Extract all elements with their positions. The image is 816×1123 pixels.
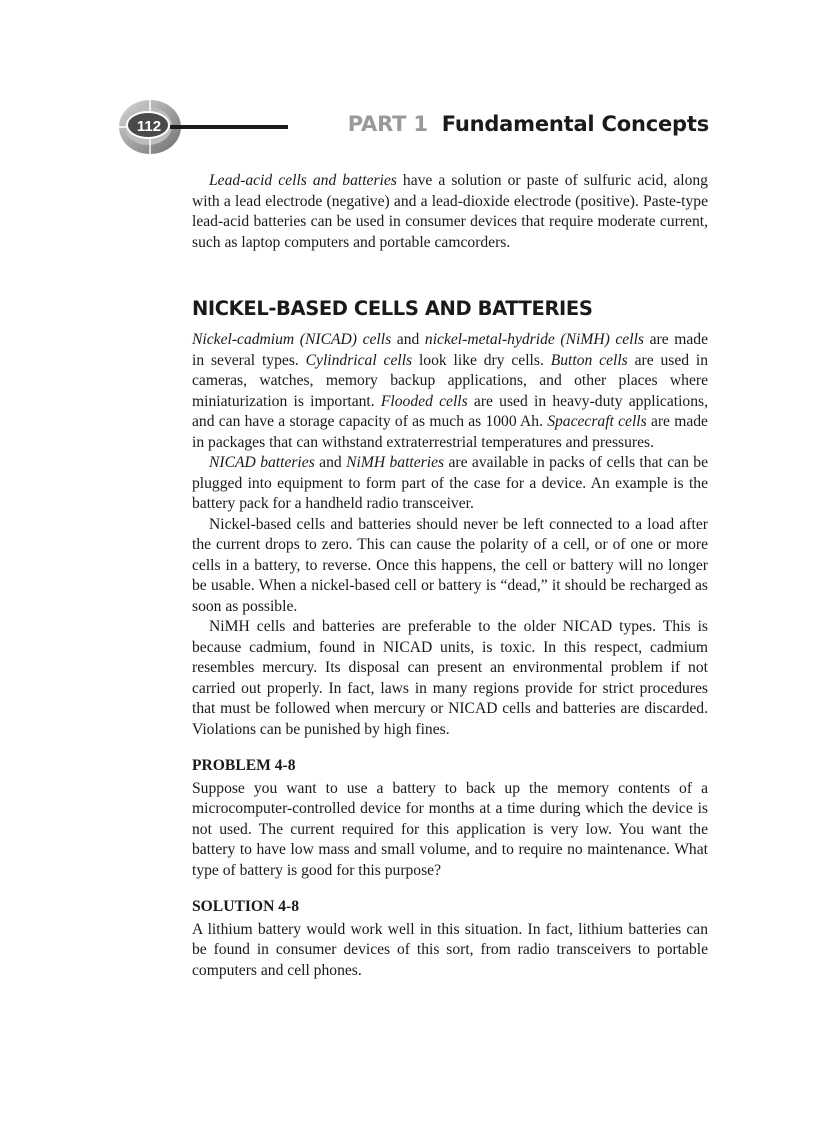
term-cylindrical-cells: Cylindrical cells: [305, 351, 413, 369]
p1-text-1: and: [391, 331, 425, 348]
term-button-cells: Button cells: [550, 351, 628, 369]
p1-text-5: are used in heavy-duty applications, and can have a storage capacity of as much as 1000 Ah.: [192, 392, 708, 430]
body-paragraph-3: Nickel-based cells and batteries should never be left connected to a load after the current drops to zero. This can cause the polarity of a cell, or of one or more cells in a battery, to reverse. Once this happens, the cell or battery will no longer be usable. When a nickel-based cell or battery is “dead,” it should be recharged as soon as possible.: [192, 515, 708, 615]
solution-text: A lithium battery would work well in this situation. In fact, lithium batteries can be found in consumer devices of this sort, from radio transceivers to portable computers and cell phones.: [192, 920, 708, 979]
term-nicad-batteries: NICAD batteries: [209, 454, 315, 471]
term-nimh-cells: nickel-metal-hydride (NiMH) cells: [424, 331, 644, 348]
term-flooded-cells: Flooded cells: [380, 392, 468, 410]
p1-text-2: are made in several types.: [192, 331, 708, 369]
page-content: [192, 171, 708, 981]
part-label: PART 1: [347, 112, 428, 136]
problem-heading: PROBLEM 4-8: [192, 757, 296, 774]
body-paragraph-2: [192, 453, 708, 515]
section-heading: NICKEL-BASED CELLS AND BATTERIES: [192, 297, 593, 320]
p1-text-6: are made in packages that can withstand extraterrestrial temperatures and pressures.: [192, 413, 708, 451]
chapter-title: Fundamental Concepts: [441, 112, 709, 136]
page-header: [0, 0, 816, 170]
intro-paragraph: [192, 171, 708, 253]
intro-lead-term: Lead-acid cells and batteries: [209, 172, 397, 189]
body-paragraph-1: [192, 330, 708, 453]
header-rule: [170, 125, 288, 129]
p1-text-4: are used in cameras, watches, memory backup applications, and other places where miniaturization is important.: [192, 351, 709, 410]
body-paragraph-4: NiMH cells and batteries are preferable to the older NICAD types. This is because cadmium, found in NICAD units, is toxic. In this respect, cadmium resembles mercury. Its disposal can present an environmental problem if not carried out properly. In fact, laws in many regions provide for strict procedures that must be followed when mercury or NICAD cells and batteries are discarded. Violations can be punished by high fines.: [192, 618, 708, 738]
p2-text-1: and: [314, 454, 347, 471]
solution-heading: SOLUTION 4-8: [192, 898, 300, 915]
problem-text: Suppose you want to use a battery to back up the memory contents of a microcomputer-controlled device for months at a time during which the device is not used. The current required for this application is very low. You want the battery to have low mass and small volume, and to require no maintenance. What type of battery is good for this purpose?: [192, 779, 708, 879]
intro-text: have a solution or paste of sulfuric acid, along with a lead electrode (negative) and a lead-dioxide electrode (positive). Paste-type lead-acid batteries can be used in consumer devices that require moderate current, such as laptop computers and portable camcorders.: [192, 172, 708, 251]
p2-text-2: are available in packs of cells that can be plugged into equipment to form part of the case for a device. An example is the battery pack for a handheld radio transceiver.: [192, 454, 708, 512]
page-number: 112: [136, 118, 162, 135]
running-head: [348, 112, 709, 136]
term-spacecraft-cells: Spacecraft cells: [547, 413, 647, 430]
term-nicad-cells: Nickel-cadmium (NICAD) cells: [192, 331, 392, 348]
term-nimh-batteries: NiMH batteries: [346, 454, 445, 471]
p1-text-3: look like dry cells.: [412, 351, 551, 369]
